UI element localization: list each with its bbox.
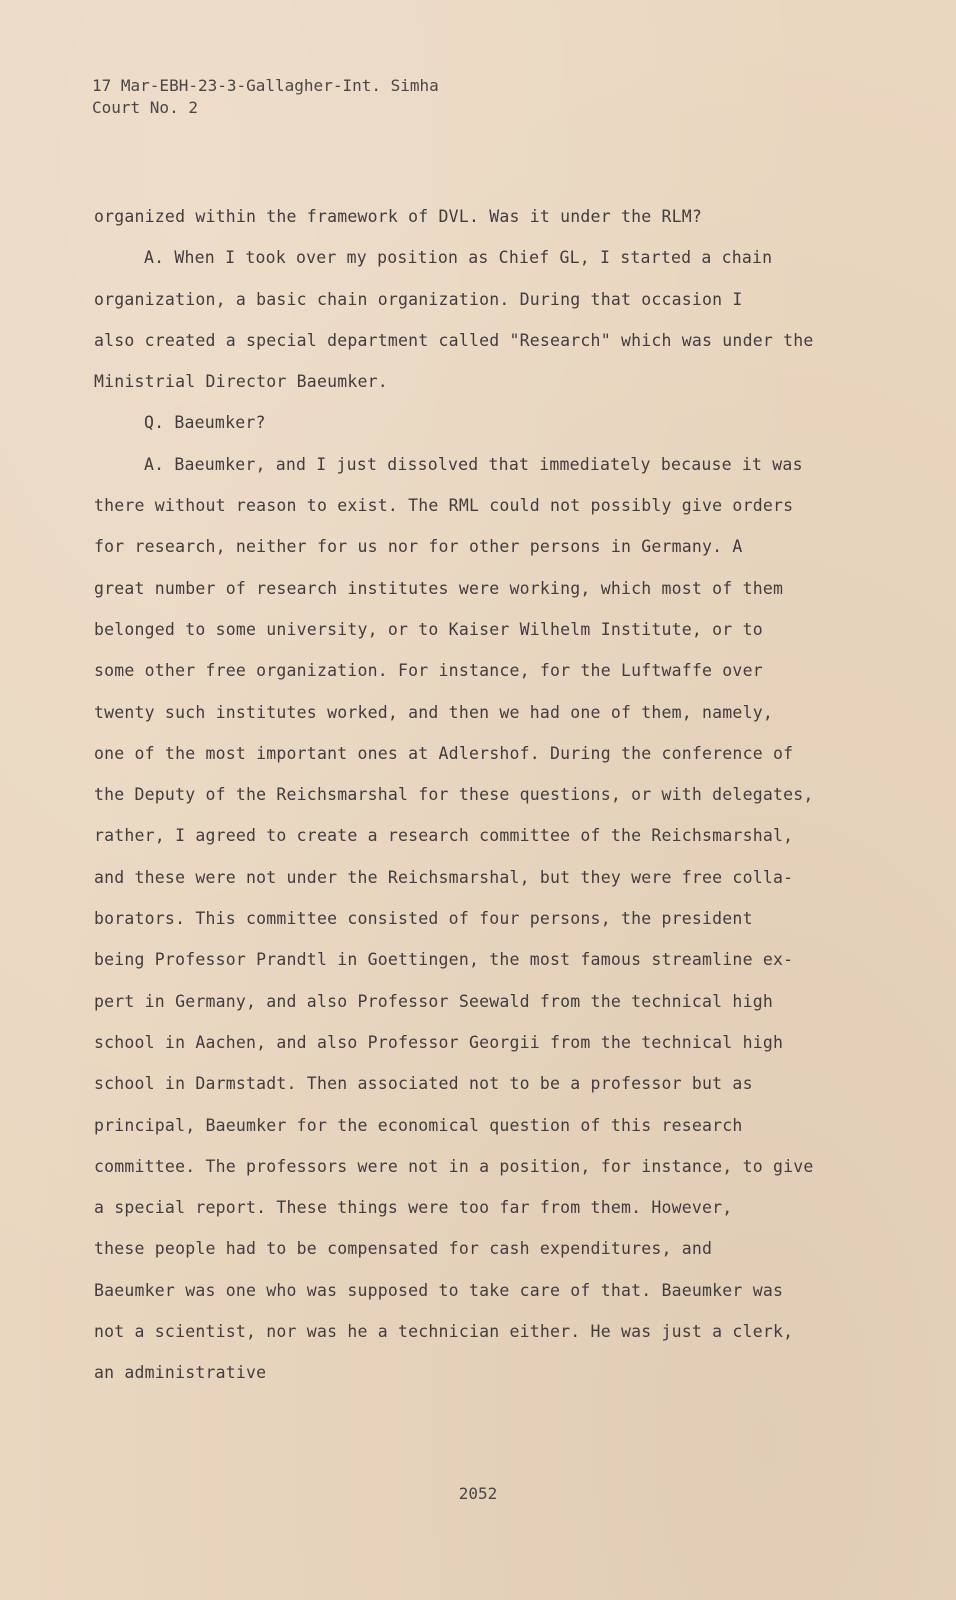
transcript-line: for research, neither for us nor for other persons in Germany. A xyxy=(94,537,743,557)
transcript-line: being Professor Prandtl in Goettingen, the most famous streamline ex- xyxy=(94,950,794,970)
transcript-line: some other free organization. For instance, for the Luftwaffe over xyxy=(94,661,763,681)
transcript-line: A. When I took over my position as Chief GL, I started a chain xyxy=(144,248,773,268)
transcript-line: these people had to be compensated for cash expenditures, and xyxy=(94,1239,713,1259)
transcript-line: school in Darmstadt. Then associated not to be a professor but as xyxy=(94,1074,753,1094)
transcript-line: Baeumker was one who was supposed to take care of that. Baeumker was xyxy=(94,1280,784,1300)
transcript-body xyxy=(94,196,854,1394)
transcript-line: Q. Baeumker? xyxy=(144,413,266,433)
transcript-line: borators. This committee consisted of four persons, the president xyxy=(94,909,753,929)
transcript-line: not a scientist, nor was he a technician either. He was just a clerk, xyxy=(94,1322,794,1342)
transcript-line: a special report. These things were too far from them. However, xyxy=(94,1198,733,1218)
transcript-line: rather, I agreed to create a research committee of the Reichsmarshal, xyxy=(94,826,794,846)
page-number: 2052 xyxy=(458,1484,498,1503)
transcript-line: twenty such institutes worked, and then we had one of them, namely, xyxy=(94,702,773,722)
transcript-line: organization, a basic chain organization. During that occasion I xyxy=(94,289,743,309)
header-court-number: Court No. 2 xyxy=(92,98,198,117)
transcript-line: one of the most important ones at Adlershof. During the conference of xyxy=(94,743,794,763)
transcript-line: pert in Germany, and also Professor Seewald from the technical high xyxy=(94,991,773,1011)
transcript-line: great number of research institutes were working, which most of them xyxy=(94,578,784,598)
transcript-line: there without reason to exist. The RML could not possibly give orders xyxy=(94,496,794,516)
transcript-line: school in Aachen, and also Professor Georgii from the technical high xyxy=(94,1032,784,1052)
header-case-reference: 17 Mar-EBH-23-3-Gallagher-Int. Simha xyxy=(92,76,439,95)
transcript-line: A. Baeumker, and I just dissolved that immediately because it was xyxy=(144,454,803,474)
transcript-line: and these were not under the Reichsmarshal, but they were free colla- xyxy=(94,867,794,887)
transcript-line: committee. The professors were not in a position, for instance, to give xyxy=(94,1156,814,1176)
page-header xyxy=(92,75,439,119)
transcript-line: organized within the framework of DVL. Was it under the RLM? xyxy=(94,207,703,226)
transcript-line: the Deputy of the Reichsmarshal for these questions, or with delegates, xyxy=(94,785,814,805)
transcript-line: also created a special department called "Research" which was under the xyxy=(94,330,814,350)
transcript-line: an administrative xyxy=(94,1363,267,1383)
transcript-line: principal, Baeumker for the economical question of this research xyxy=(94,1115,743,1135)
transcript-line: belonged to some university, or to Kaiser Wilhelm Institute, or to xyxy=(94,619,763,639)
transcript-line: Ministrial Director Baeumker. xyxy=(94,372,388,392)
